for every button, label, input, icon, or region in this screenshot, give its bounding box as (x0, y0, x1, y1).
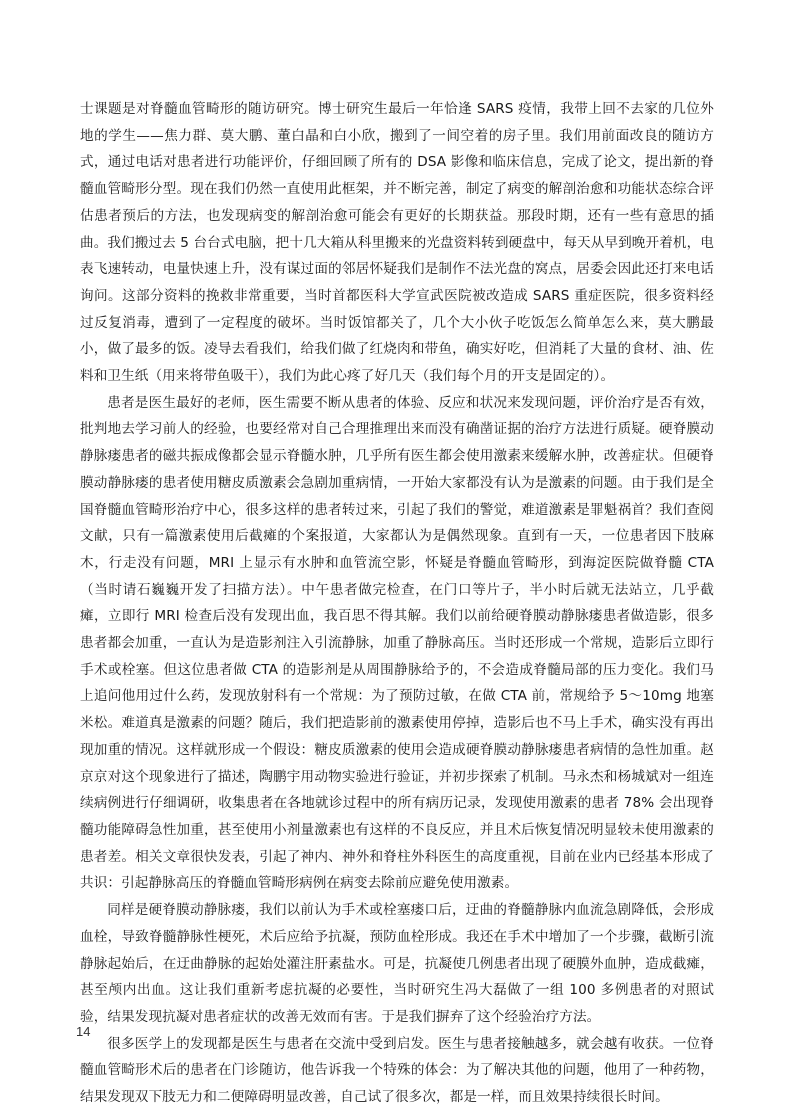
paragraph-3: 同样是硬脊膜动静脉瘘，我们以前认为手术或栓塞瘘口后，迂曲的脊髓静脉内血流急剧降低，会形成血栓，导致脊髓静脉性梗死，术后应给予抗凝，预防血栓形成。我还在手术中增加了一个步骤，截断引流静脉起始后，在迂曲静脉的起始处灌注肝素盐水。可是，抗凝使几例患者出现了硬膜外血肿，造成截瘫，甚至颅内出血。这让我们重新考虑抗凝的必要性，当时研究生冯大磊做了一组 100 多例患者的对照试验，结果发现抗凝对患者症状的改善无效而有害。于是我们摒弃了这个经验治疗方法。 (80, 902, 714, 1025)
page-body (80, 96, 714, 1111)
paragraph-4: 很多医学上的发现都是医生与患者在交流中受到启发。医生与患者接触越多，就会越有收获。一位脊髓血管畸形术后的患者在门诊随访，他告诉我一个特殊的体会：为了解决其他的问题，他用了一种药物，结果发现双下肢无力和二便障碍明显改善，自己试了很多次，都是一样，而且效果持续很长时间。 (80, 1035, 714, 1106)
paragraph-2: 患者是医生最好的老师，医生需要不断从患者的体验、反应和状况来发现问题，评价治疗是否有效，批判地去学习前人的经验，也要经常对自己合理推理出来而没有确凿证据的治疗方法进行质疑。硬脊膜动静脉瘘患者的磁共振成像都会显示脊髓水肿，几乎所有医生都会使用激素来缓解水肿，改善症状。但硬脊膜动静脉瘘的患者使用糖皮质激素会急剧加重病情，一开始大家都没有认为是激素的问题。由于我们是全国脊髓血管畸形治疗中心，很多这样的患者转过来，引起了我们的警觉，难道激素是罪魁祸首？我们查阅文献，只有一篇激素使用后截瘫的个案报道，大家都认为是偶然现象。直到有一天，一位患者因下肢麻木，行走没有问题，MRI 上显示有水肿和血管流空影，怀疑是脊髓血管畸形，到海淀医院做脊髓 CTA（当时请石巍巍开发了扫描方法）。中午患者做完检查，在门口等片子，半小时后就无法站立，几乎截瘫，立即行 MRI 检查后没有发现出血，我百思不得其解。我们以前给硬脊膜动静脉瘘患者做造影，很多患者都会加重，一直认为是造影剂注入引流静脉，加重了静脉高压。当时还形成一个常规，造影后立即行手术或栓塞。但这位患者做 CTA 的造影剂是从周围静脉给予的，不会造成脊髓局部的压力变化。我们马上追问他用过什么药，发现放射科有一个常规：为了预防过敏，在做 CTA 前，常规给予 5～10mg 地塞米松。难道真是激素的问题？随后，我们把造影前的激素使用停掉，造影后也不马上手术，确实没有再出现加重的情况。这样就形成一个假设：糖皮质激素的使用会造成硬脊膜动静脉瘘患者病情的急性加重。赵京京对这个现象进行了描述，陶鹏宇用动物实验进行验证，并初步探索了机制。马永杰和杨城斌对一组连续病例进行仔细调研，收集患者在各地就诊过程中的所有病历记录，发现使用激素的患者 78% 会出现脊髓功能障碍急性加重，甚至使用小剂量激素也有这样的不良反应，并且术后恢复情况明显较未使用激素的患者差。相关文章很快发表，引起了神内、神外和脊柱外科医生的高度重视，目前在业内已经基本形成了共识：引起静脉高压的脊髓血管畸形病例在病变去除前应避免使用激素。 (80, 394, 714, 892)
page-number: 14 (76, 1024, 91, 1039)
paragraph-1: 士课题是对脊髓血管畸形的随访研究。博士研究生最后一年恰逢 SARS 疫情，我带上回不去家的几位外地的学生——焦力群、莫大鹏、董白晶和白小欣，搬到了一间空着的房子里。我们用前面改良的随访方式，通过电话对患者进行功能评价，仔细回顾了所有的 DSA 影像和临床信息，完成了论文，提出新的脊髓血管畸形分型。现在我们仍然一直使用此框架，并不断完善，制定了病变的解剖治愈和功能状态综合评估患者预后的方法，也发现病变的解剖治愈可能会有更好的长期获益。那段时期，还有一些有意思的插曲。我们搬过去 5 台台式电脑，把十几大箱从科里搬来的光盘资料转到硬盘中，每天从早到晚开着机，电表飞速转动，电量快速上升，没有谋过面的邻居怀疑我们是制作不法光盘的窝点，居委会因此还打来电话询问。这部分资料的挽救非常重要，当时首都医科大学宣武医院被改造成 SARS 重症医院，很多资料经过反复消毒，遭到了一定程度的破坏。当时饭馆都关了，几个大小伙子吃饭怎么简单怎么来，莫大鹏最小，做了最多的饭。凌导去看我们，给我们做了红烧肉和带鱼，确实好吃，但消耗了大量的食材、油、佐料和卫生纸（用来将带鱼吸干），我们为此心疼了好几天（我们每个月的开支是固定的）。 (80, 101, 714, 385)
